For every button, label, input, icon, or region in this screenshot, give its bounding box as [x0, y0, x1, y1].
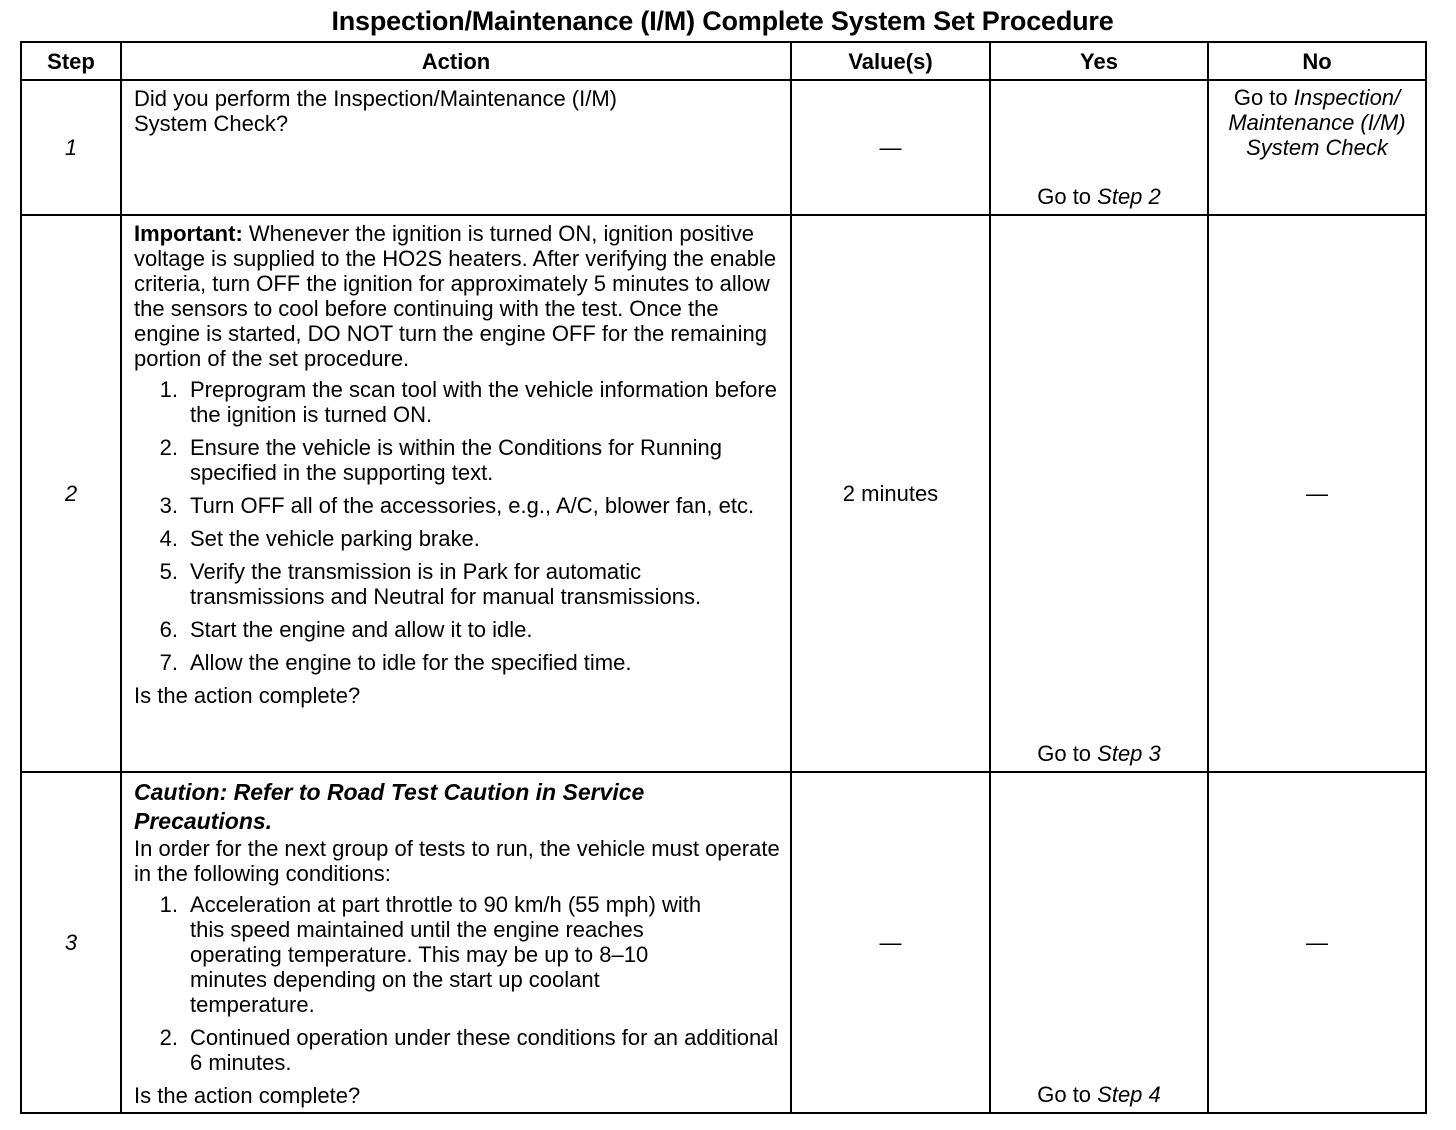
yes-cell: [990, 772, 1208, 1113]
header-no: No: [1208, 42, 1426, 80]
value-cell: [791, 772, 990, 1113]
substep-text: Continued operation under these conditions for an additional 6 minutes.: [190, 1025, 779, 1075]
yes-prefix: Go to: [1037, 741, 1098, 766]
no-prefix: Go to: [1233, 85, 1294, 110]
no-cell: [1208, 772, 1426, 1113]
yes-cell: [990, 215, 1208, 772]
substep-text: Verify the transmission is in Park for automatic transmissions and Neutral for manual transmissions.: [190, 559, 702, 609]
list-item: [134, 1025, 780, 1075]
header-yes: Yes: [990, 42, 1208, 80]
no-text: —: [1306, 930, 1328, 955]
page-title: Inspection/Maintenance (I/M) Complete System Set Procedure: [331, 6, 1114, 36]
step-number: 3: [21, 772, 121, 1113]
value-text: 2 minutes: [842, 481, 939, 506]
list-item: [134, 377, 780, 427]
substep-number: 3.: [159, 493, 178, 518]
substep-number: 5.: [159, 559, 178, 584]
list-item: [134, 617, 780, 642]
substep-text: Allow the engine to idle for the specified time.: [190, 650, 632, 675]
important-label: Important:: [134, 221, 243, 246]
no-cell: [1208, 80, 1426, 215]
list-item: [134, 650, 780, 675]
list-item: [134, 435, 780, 485]
step-number: 1: [21, 80, 121, 215]
substep-number: 6.: [159, 617, 178, 642]
substep-text: Turn OFF all of the accessories, e.g., A/C, blower fan, etc.: [190, 493, 755, 518]
value-text: —: [879, 930, 902, 955]
caution-text: Caution: Refer to Road Test Caution in Service Precautions.: [134, 779, 645, 834]
substep-list: [134, 892, 780, 1075]
header-values: Value(s): [791, 42, 990, 80]
no-cell: [1208, 215, 1426, 772]
procedure-table: [20, 41, 1427, 1114]
question-text: Is the action complete?: [134, 683, 361, 708]
substep-text: Ensure the vehicle is within the Conditions for Running specified in the supporting text.: [190, 435, 722, 485]
action-cell: [121, 215, 791, 772]
value-cell: [791, 215, 990, 772]
yes-link[interactable]: Step 2: [1097, 184, 1161, 209]
header-step: Step: [21, 42, 121, 80]
substep-text: Set the vehicle parking brake.: [190, 526, 480, 551]
value-cell: [791, 80, 990, 215]
important-text: Whenever the ignition is turned ON, ignition positive voltage is supplied to the HO2S heaters. After verifying the enable criteria, turn OFF the ignition for approximately 5 minutes to allow the sensors to cool before continuing with the test. Once the engine is started, DO NOT turn the engine OFF for the remaining portion of the set procedure.: [134, 221, 777, 371]
yes-cell: [990, 80, 1208, 215]
intro-text: In order for the next group of tests to run, the vehicle must operate in the following conditions:: [134, 836, 780, 886]
value-text: —: [879, 135, 902, 160]
substep-list: [134, 377, 780, 675]
substep-number: 4.: [159, 526, 178, 551]
table-row: [21, 215, 1426, 772]
no-text: —: [1306, 481, 1328, 506]
action-cell: [121, 772, 791, 1113]
yes-prefix: Go to: [1037, 184, 1098, 209]
no-content: [1222, 85, 1412, 160]
yes-link[interactable]: Step 3: [1097, 741, 1161, 766]
substep-text: Start the engine and allow it to idle.: [190, 617, 533, 642]
list-item: [134, 559, 780, 609]
substep-number: 1.: [159, 377, 178, 402]
step-number: 2: [21, 215, 121, 772]
substep-number: 2.: [159, 435, 178, 460]
substep-number: 7.: [159, 650, 178, 675]
no-link[interactable]: Inspection/ Maintenance (I/M) System Check: [1228, 85, 1406, 160]
important-note: [134, 221, 780, 371]
list-item: [134, 526, 780, 551]
header-row: [21, 42, 1426, 80]
substep-text: Preprogram the scan tool with the vehicle information before the ignition is turned ON.: [190, 377, 777, 427]
list-item: [134, 493, 780, 518]
substep-number: 2.: [159, 1025, 178, 1050]
substep-text: Acceleration at part throttle to 90 km/h (55 mph) with this speed maintained until the engine reaches operating temperature. This may be up to 8–10 minutes depending on the start up coolant temperature.: [190, 892, 702, 1017]
table-row: [21, 772, 1426, 1113]
question-text: Is the action complete?: [134, 1083, 361, 1108]
yes-prefix: Go to: [1037, 1082, 1098, 1107]
header-action: Action: [121, 42, 791, 80]
table-row: [21, 80, 1426, 215]
action-cell: [121, 80, 791, 215]
yes-link[interactable]: Step 4: [1097, 1082, 1161, 1107]
substep-number: 1.: [159, 892, 178, 917]
action-text: Did you perform the Inspection/Maintenance (I/M) System Check?: [134, 86, 618, 136]
list-item: [134, 892, 780, 1017]
